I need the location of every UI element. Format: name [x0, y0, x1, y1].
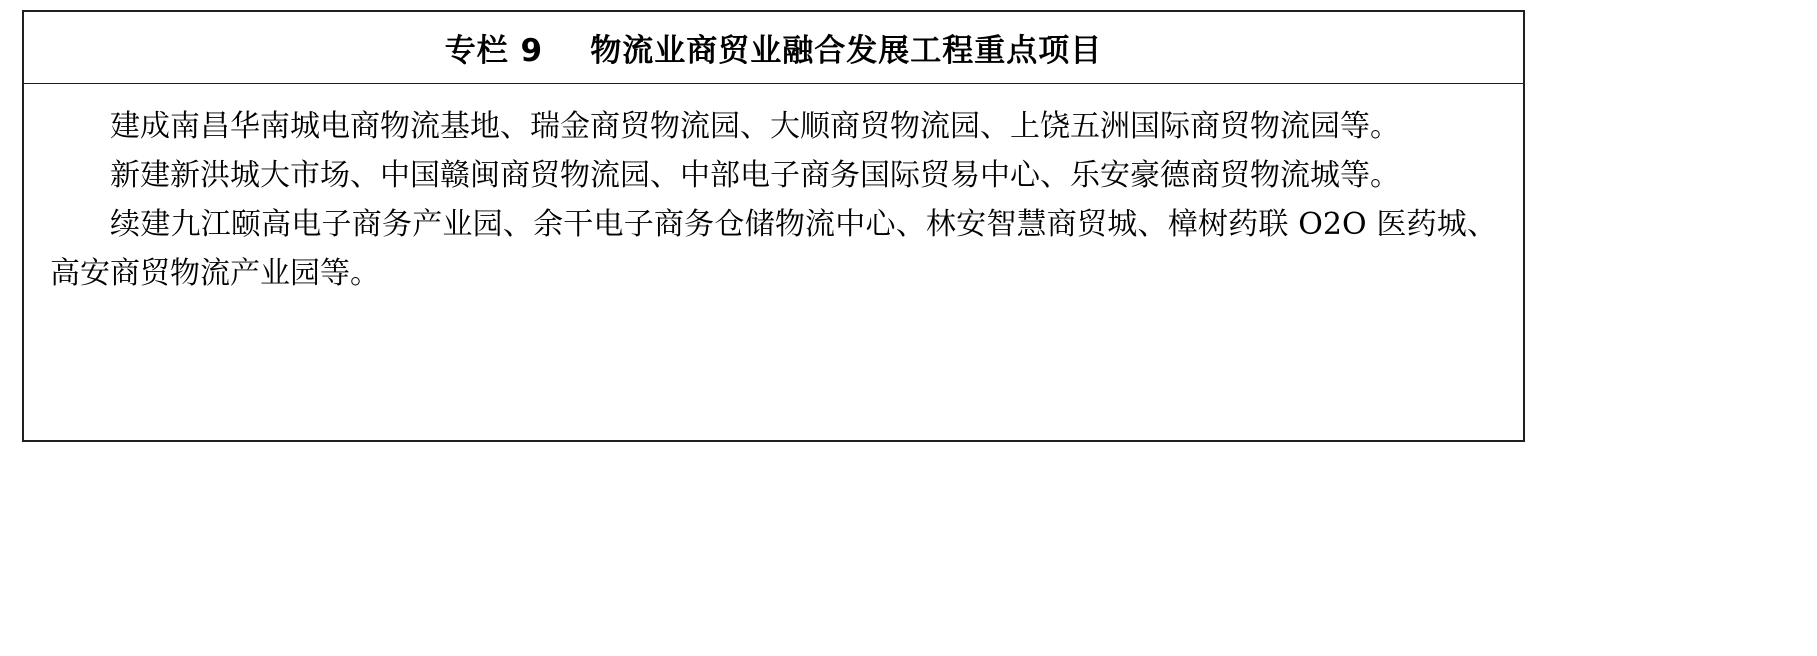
paragraph: 新建新洪城大市场、中国赣闽商贸物流园、中部电子商务国际贸易中心、乐安豪德商贸物流城等。 [110, 158, 1400, 193]
callout-box-title: 专栏 9 物流业商贸业融合发展工程重点项目 [444, 33, 1103, 69]
paragraph: 续建九江颐高电子商务产业园、余干电子商务仓储物流中心、林安智慧商贸城、樟树药联 O2O 医药城、高安商贸物流产业园等。 [50, 207, 1497, 291]
callout-box [22, 10, 1525, 442]
paragraph: 建成南昌华南城电商物流基地、瑞金商贸物流园、大顺商贸物流园、上饶五洲国际商贸物流园等。 [110, 109, 1400, 144]
callout-box-body [24, 84, 1523, 308]
callout-box-header [24, 12, 1523, 84]
